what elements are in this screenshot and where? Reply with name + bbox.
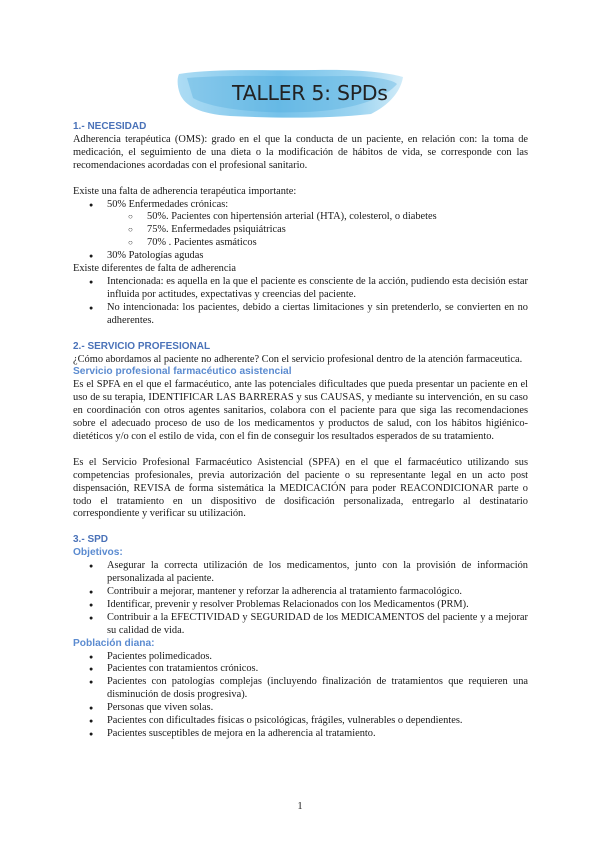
page-title: TALLER 5: SPDs — [232, 81, 388, 105]
section-heading-spd: 3.- SPD — [73, 534, 109, 546]
paragraph-adherencia: Adherencia terapéutica (OMS): grado en el que la conducta de un paciente, en relación con: la toma de medicación, el seguimiento de una dieta o la modificación de hábitos de vida, se corresponde con las recomendaciones acordadas con el profesional sanitario. — [73, 133, 528, 171]
list-item: ● No intencionada: los pacientes, debido a ciertas limitaciones y sin pretenderlo, se convierten en no adherentes. — [73, 302, 528, 328]
sub-list-item: ○ 75%. Enfermedades psiquiátricas — [73, 224, 528, 237]
list-item: ● Contribuir a mejorar, mantener y reforzar la adherencia al tratamiento farmacológico. — [73, 586, 528, 599]
list-item: ● Asegurar la correcta utilización de los medicamentos, junto con la provisión de información personalizada al paciente. — [73, 560, 528, 586]
sub-bullet-list — [73, 211, 528, 250]
subheading-objetivos: Objetivos: — [73, 547, 123, 559]
list-item: ● Pacientes polimedicados. — [73, 651, 528, 664]
paragraph-spfa-revisa: Es el Servicio Profesional Farmacéutico Asistencial (SPFA) en el que el farmacéutico utilizando sus competencias profesionales, previa autorización del paciente o su representante legal en un acto post dispensación, REVISA de forma sistemática la MEDICACIÓN para poder REACONDICIONAR parte o todo el tratamiento en un dispositivo de dosificación personalizada, entregarlo al destinatario correspondiente y verificar su utilización. — [73, 456, 528, 520]
subheading-poblacion: Población diana: — [73, 637, 155, 649]
list-item: ● Pacientes con dificultades físicas o psicológicas, frágiles, vulnerables o dependientes. — [73, 715, 528, 728]
list-item — [73, 199, 528, 251]
list-item: ● Pacientes susceptibles de mejora en la adherencia al tratamiento. — [73, 728, 528, 741]
list-item-label: 50% Enfermedades crónicas: — [107, 198, 229, 210]
bullet-list-poblacion — [73, 651, 528, 741]
list-item: ● Pacientes con tratamientos crónicos. — [73, 663, 528, 676]
paragraph-como-abordamos: ¿Cómo abordamos al paciente no adherente? Con el servicio profesional dentro de la atención farmaceutica. — [73, 353, 523, 365]
section-heading-necesidad: 1.- NECESIDAD — [73, 121, 147, 132]
document-body — [73, 121, 528, 741]
section-heading-servicio: 2.- SERVICIO PROFESIONAL — [73, 340, 211, 352]
paragraph-tipos-adherencia: Existe diferentes de falta de adherencia — [73, 263, 236, 275]
list-item: ● Contribuir a la EFECTIVIDAD y SEGURIDAD de los MEDICAMENTOS del paciente y a mejorar su calidad de vida. — [73, 612, 528, 638]
subheading-spfa: Servicio profesional farmacéutico asistencial — [73, 366, 292, 378]
bullet-list-objetivos — [73, 560, 528, 637]
bullet-list-enfermedades — [73, 199, 528, 264]
bullet-list-tipos — [73, 276, 528, 328]
page-number: 1 — [297, 801, 303, 812]
list-item: ● 30% Patologías agudas — [73, 250, 528, 263]
list-item: ● Intencionada: es aquella en la que el paciente es consciente de la acción, pudiendo esta decisión estar influida por actitudes, expectativas y creencias del paciente. — [73, 276, 528, 302]
list-item: ● Pacientes con patologías complejas (incluyendo finalización de tratamientos que requieren una disminución de dosis progresiva). — [73, 676, 528, 702]
paragraph-spfa-definicion: Es el SPFA en el que el farmacéutico, ante las potenciales dificultades que pueda presentar un paciente en el uso de su terapia, IDENTIFICAR LAS BARRERAS y sus CAUSAS, y mediante su intervención, en su caso en coordinación con otros agentes sanitarios, colabora con el paciente para que siga las recomendaciones sobre el adecuado proceso de uso de los medicamentos y productos de salud, con los hábitos higiénico- dietéticos y/o con el estilo de vida, con el fin de conseguir los resultados esperados de su tratamiento. — [73, 379, 528, 442]
sub-list-item: ○ 70% . Pacientes asmáticos — [73, 237, 528, 250]
sub-list-item: ○ 50%. Pacientes con hipertensión arterial (HTA), colesterol, o diabetes — [73, 211, 528, 224]
paragraph-falta-adherencia: Existe una falta de adherencia terapéutica importante: — [73, 185, 297, 197]
list-item: ● Personas que viven solas. — [73, 702, 528, 715]
list-item: ● Identificar, prevenir y resolver Problemas Relacionados con los Medicamentos (PRM). — [73, 599, 528, 612]
